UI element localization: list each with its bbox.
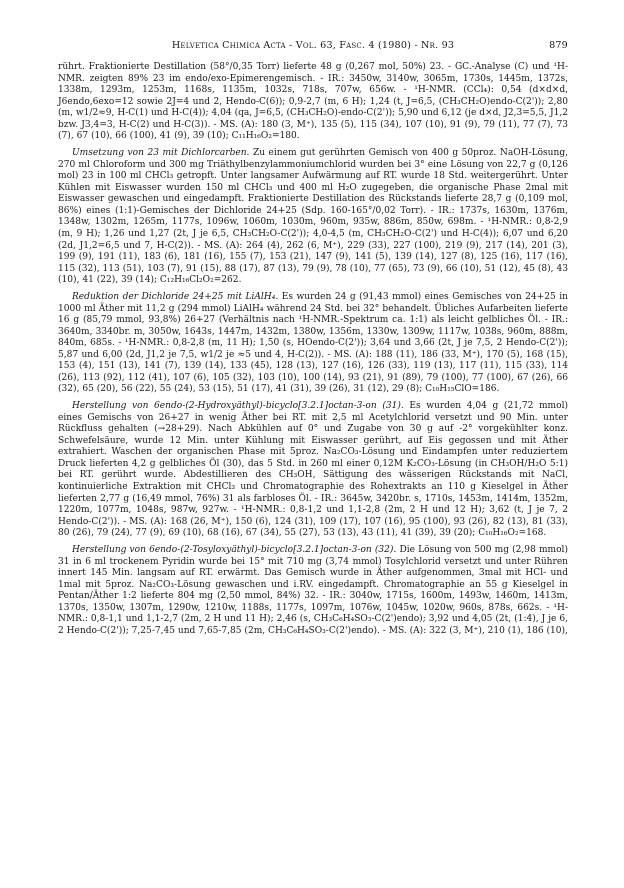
journal-title: Helvetica Chimica Acta - Vol. 63, Fasc. 4 (1980) - Nr. 93	[171, 40, 455, 51]
paragraph-title: Reduktion der Dichloride 24+25 mit LiAlH₄.	[72, 291, 279, 302]
page-number: 879	[549, 40, 568, 51]
paragraph-herstellung-32	[58, 545, 568, 637]
paragraph-title: Umsetzung von 23 mit Dichlorcarben.	[72, 148, 250, 159]
paragraph-title: Herstellung von 6endo-(2-Tosyloxyäthyl)-bicyclo[3.2.1]octan-3-on (32).	[72, 545, 397, 556]
running-header	[58, 40, 568, 54]
paragraph-text: Die Lösung von 500 mg (2,98 mmol) 31 in 6 ml trockenem Pyridin wurde bei 15° mit 710 mg (3,74 mmol) Tosylchlorid versetzt und unter Rühren innert 145 Min. langsam auf RT. erwärmt. Das Gemisch wurde in Äther aufgenommen, 3mal mit HCl- und 1mal mit 5proz. Na₂CO₃-Lösung gewaschen und i.RV. eingedampft. Chromatographie an 55 g Kieselgel in Pentan/Äther 1:2 lieferte 804 mg (2,50 mmol, 84%) 32. - IR.: 3040w, 1715s, 1600m, 1493w, 1460m, 1413m, 1370s, 1350w, 1307m, 1290w, 1210w, 1188s, 1177s, 1097m, 1076w, 1045w, 1020w, 960s, 878s, 662s. - ¹H-NMR.: 0,8-1,1 und 1,1-2,7 (2m, 2 H und 11 H); 2,46 (s, CH₃C₆H₄SO₃-C(2')endo); 3,92 und 4,05 (2t, (1:4), J je 6, 2 Hendo-C(2')); 7,25-7,45 und 7,65-7,85 (2m, CH₃C₆H₄SO₃-C(2')endo). - MS. (A): 322 (3, M⁺), 210 (1), 186 (10),	[58, 545, 568, 636]
paragraph-title: Herstellung von 6endo-(2-Hydroxyäthyl)-bicyclo[3.2.1]octan-3-on (31).	[72, 401, 404, 412]
paragraph-text: Es wurden 24 g (91,43 mmol) eines Gemisches von 24+25 in 1000 ml Äther mit 11,2 g (294 mmol) LiAlH₄ während 24 Std. bei 32° behandelt. Übliches Aufarbeiten lieferte 16 g (85,79 mmol, 93,8%) 26+27 (Verhältnis nach ¹H-NMR.-Spektrum ca. 1:1) als leicht gelbliches Öl. - IR.: 3640m, 3340br. m, 3050w, 1643s, 1447m, 1432m, 1380w, 1356m, 1330w, 1309w, 1117w, 1038s, 960m, 888m, 840m, 685s. - ¹H-NMR.: 0,8-2,8 (m, 11 H); 1,50 (s, HOendo-C(2')); 3,64 und 3,66 (2t, J je 7,5, 2 Hendo-C(2')); 5,87 und 6,00 (2d, J1,2 je 7,5, w1/2 je ≈5 und 4, H-C(2)). - MS. (A): 188 (11), 186 (33, M⁺), 170 (5), 168 (15), 153 (4), 151 (13), 141 (7), 139 (14), 133 (45), 128 (13), 127 (16), 126 (33), 119 (13), 117 (11), 115 (33), 114 (26), 113 (92), 112 (41), 107 (6), 105 (32), 103 (10), 100 (14), 93 (21), 91 (89), 79 (100), 77 (100), 67 (26), 66 (32), 65 (20), 56 (22), 55 (24), 53 (15), 51 (17), 41 (31), 39 (26), 31 (12), 29 (8); C₁₀H₁₅ClO=186.	[58, 291, 569, 395]
body-text	[58, 62, 568, 643]
paragraph-text: Zu einem gut gerührten Gemisch von 400 g 50proz. NaOH-Lösung, 270 ml Chloroform und 300 mg Triäthylbenzylammoniumchlorid wurden bei 3° eine Lösung von 22,7 g (0,126 mol) 23 in 100 ml CHCl₃ getropft. Unter langsamer Aufwärmung auf RT. wurde 18 Std. weitergerührt. Unter Kühlen mit Eiswasser wurden 150 ml CHCl₃ und 400 ml H₂O zugegeben, die organische Phase 2mal mit Eiswasser gewaschen und eingedampft. Fraktionierte Destillation des Rückstands lieferte 28,7 g (0,109 mol, 86%) eines (1:1)-Gemisches der Dichloride 24+25 (Sdp. 160-165°/0,02 Torr). - IR.: 1737s, 1630m, 1376m, 1348w, 1302m, 1265m, 1177s, 1096w, 1060m, 1030m, 960m, 935w, 886m, 850w, 698m. - ¹H-NMR.: 0,8-2,9 (m, 9 H); 1,26 und 1,27 (2t, J je 6,5, CH₃CH₂O-C(2')); 4,0-4,5 (m, CH₃CH₂O-C(2') und H-C(4)); 6,07 und 6,20 (2d, J1,2=6,5 und 7, H-C(2)). - MS. (A): 264 (4), 262 (6, M⁺), 229 (33), 227 (100), 219 (9), 217 (14), 201 (3), 199 (9), 191 (11), 183 (6), 181 (16), 155 (7), 153 (21), 147 (9), 141 (5), 139 (14), 127 (8), 125 (16), 117 (16), 115 (32), 113 (51), 103 (7), 91 (15), 88 (17), 87 (13), 79 (9), 78 (10), 77 (65), 73 (9), 66 (10), 51 (12), 45 (8), 43 (10), 41 (22), 39 (14); C₁₂H₁₆Cl₂O₂=262.	[58, 148, 568, 286]
paragraph-text: Es wurden 4,04 g (21,72 mmol) eines Gemischs von 26+27 in wenig Äther bei RT. mit 2,5 ml Acetylchlorid versetzt und 90 Min. unter Rückfluss gehalten (→28+29). Nach Abkühlen auf 0° und Zugabe von 30 g auf -2° vorgekühlter konz. Schwefelsäure, wurde 12 Min. unter Kühlung mit Eiswasser gerührt, auf Eis gegossen und mit Äther extrahiert. Waschen der organischen Phase mit 5proz. Na₂CO₃-Lösung und Eindampfen unter reduziertem Druck lieferten 4,2 g gelbliches Öl (30), das 5 Std. in 260 ml einer 0,12M K₂CO₃-Lösung (in CH₃OH/H₂O 5:1) bei RT. gerührt wurde. Abdestillieren des CH₃OH, Sättigung des wässerigen Rückstands mit NaCl, kontinuierliche Extraktion mit CHCl₃ und Chromatographie des Rohextrakts an 110 g Kieselgel in Äther lieferten 2,77 g (16,49 mmol, 76%) 31 als farbloses Öl. - IR.: 3645w, 3420br. s, 1710s, 1453m, 1414m, 1352m, 1220m, 1077m, 1048s, 987w, 927w. - ¹H-NMR.: 0,8-1,2 und 1,1-2,8 (2m, 2 H und 12 H); 3,62 (t, J je 7, 2 Hendo-C(2')). - MS. (A): 168 (26, M⁺), 150 (6), 124 (31), 109 (17), 107 (16), 95 (100), 93 (26), 82 (13), 81 (33), 80 (26), 79 (24), 77 (9), 69 (10), 68 (16), 67 (34), 55 (27), 53 (13), 43 (11), 41 (39), 39 (20); C₁₀H₁₆O₂=168.	[58, 401, 568, 539]
paragraph-reduktion	[58, 292, 568, 396]
paragraph-dichlorcarben	[58, 148, 568, 287]
paragraph-herstellung-31	[58, 401, 568, 540]
paragraph-continuation	[58, 62, 568, 143]
paragraph-text: rührt. Fraktionierte Destillation (58°/0,35 Torr) lieferte 48 g (0,267 mol, 50%) 23. - GC.-Analyse (C) und ¹H-NMR. zeigten 89% 23 im endo/exo-Epimerengemisch. - IR.: 3450w, 3140w, 3065m, 1730s, 1445m, 1372s, 1338m, 1293m, 1253m, 1168s, 1135m, 1032s, 718s, 707w, 656w. - ¹H-NMR. (CCl₄): 0,54 (d×d×d, J6endo,6exo=12 sowie 2J=4 und 2, Hendo-C(6)); 0,9-2,7 (m, 6 H); 1,24 (t, J=6,5, (CH₃CH₂O)endo-C(2')); 2,80 (m, w1/2≈9, H-C(1) und H-C(4)); 4,04 (qa, J=6,5, (CH₃CH₂O)-endo-C(2')); 5,90 und 6,12 (je d×d, J2,3=5,5, J1,2 bzw. J3,4=3, H-C(2) und H-C(3)). - MS. (A): 180 (3, M⁺), 135 (5), 115 (34), 107 (10), 91 (9), 79 (11), 77 (7), 73 (7), 67 (10), 66 (100), 41 (9), 39 (10); C₁₁H₁₆O₂=180.	[58, 62, 568, 142]
